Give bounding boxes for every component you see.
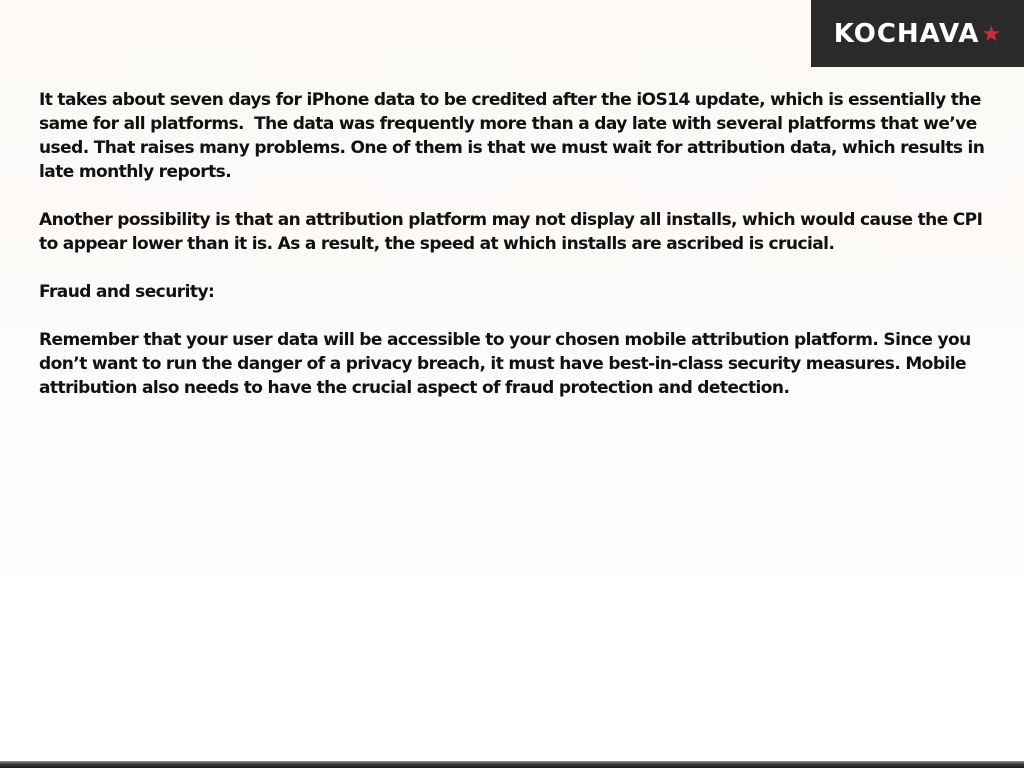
kochava-logo bbox=[811, 0, 1024, 67]
paragraph-security: Remember that your user data will be accessible to your chosen mobile attribution platform. Since you don’t want to run the danger of a privacy breach, it must have best-in-class security measures. Mobile attribution also needs to have the crucial aspect of fraud protection and detection. bbox=[39, 330, 976, 398]
logo-text: KOCHAVA bbox=[833, 18, 980, 49]
paragraph-ios14-delay: It takes about seven days for iPhone data to be credited after the iOS14 update, which is essentially the same for all platforms. The data was frequently more than a day late with several platforms that we’ve used. That raises many problems. One of them is that we must wait for attribution data, which results in late monthly reports. bbox=[39, 90, 990, 182]
paragraph-missing-installs: Another possibility is that an attribution platform may not display all installs, which would cause the CPI to appear lower than it is. As a result, the speed at which installs are ascribed is crucial. bbox=[39, 210, 988, 254]
bottom-divider bbox=[0, 761, 1024, 768]
section-heading-fraud-security: Fraud and security: bbox=[39, 282, 215, 302]
slide-body bbox=[39, 88, 999, 424]
star-icon: ★ bbox=[981, 20, 1002, 46]
